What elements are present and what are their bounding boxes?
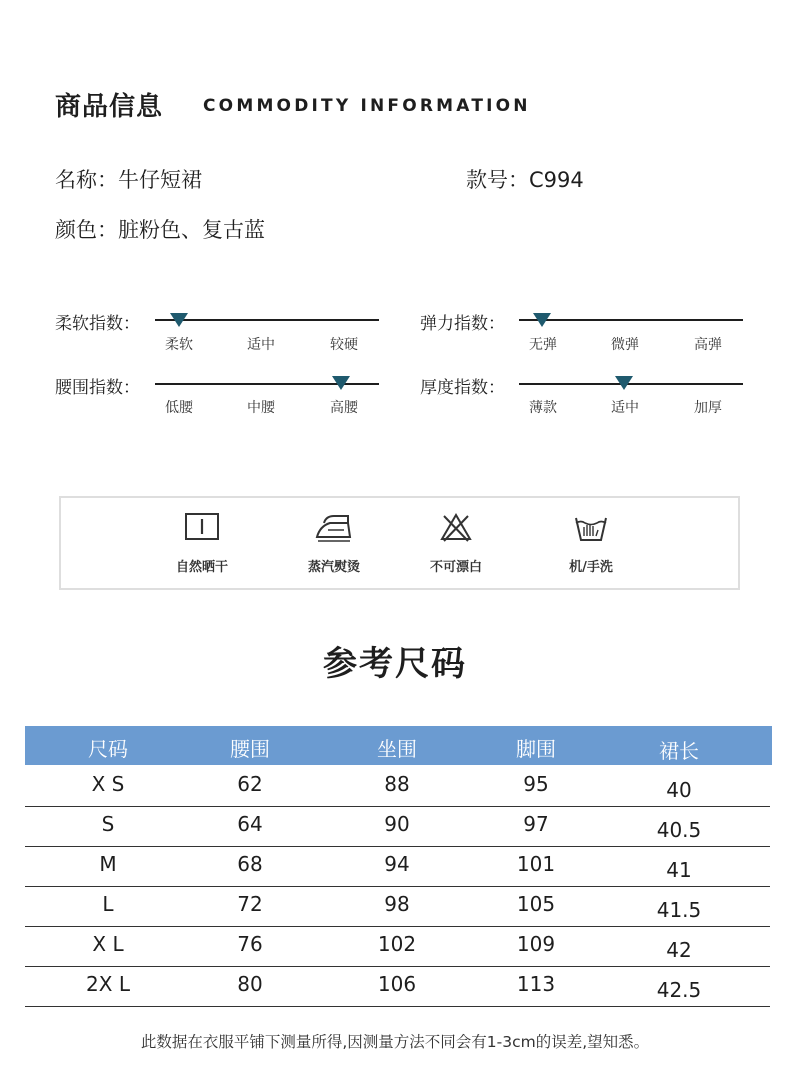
care-item-natural-dry: [147, 510, 257, 575]
indicator-label: 弹力指数：: [420, 314, 505, 334]
indicator-line: [155, 319, 379, 321]
table-row: [25, 886, 770, 927]
table-cell: 41.5: [656, 898, 702, 922]
table-cell: L: [102, 892, 114, 916]
indicator-option: 高腰: [330, 400, 358, 416]
care-label: 不可漂白: [429, 560, 482, 575]
table-row: [25, 846, 770, 887]
table-cell: 40.5: [656, 818, 702, 842]
table-row: [25, 926, 770, 967]
table-cell: 41: [666, 858, 692, 882]
column-header: 坐围: [377, 737, 417, 761]
indicator-label: 厚度指数：: [420, 378, 505, 398]
indicator-option: 低腰: [165, 400, 193, 416]
indicator-marker-icon: [332, 376, 350, 390]
care-label: 自然晒干: [175, 560, 228, 575]
column-header: 腰围: [230, 737, 270, 761]
table-cell: X L: [92, 932, 124, 956]
product-colors: 颜色：脏粉色、复古蓝: [55, 218, 265, 242]
indicator-label: 柔软指数：: [55, 314, 140, 334]
care-label: 机/手洗: [569, 560, 613, 575]
table-cell: 80: [237, 972, 263, 996]
table-cell: 42: [666, 938, 692, 962]
size-table-header: [25, 726, 772, 765]
table-cell: 40: [666, 778, 692, 802]
table-cell: 94: [384, 852, 410, 876]
table-cell: 68: [237, 852, 263, 876]
indicator-option: 无弹: [529, 337, 557, 353]
table-cell: 90: [384, 812, 410, 836]
table-cell: 101: [516, 852, 556, 876]
indicator-option: 加厚: [694, 400, 722, 416]
indicator-label: 腰围指数：: [55, 378, 140, 398]
table-cell: 97: [523, 812, 549, 836]
table-cell: 109: [516, 932, 556, 956]
care-item-no-bleach: [401, 510, 511, 575]
care-label: 蒸汽熨烫: [307, 560, 360, 575]
product-style-number: 款号：C994: [466, 168, 584, 192]
table-row: [25, 806, 770, 847]
machine-hand-wash-icon: [571, 510, 611, 544]
indicator-marker-icon: [533, 313, 551, 327]
section-title-en: COMMODITY INFORMATION: [203, 96, 531, 116]
table-cell: 72: [237, 892, 263, 916]
indicator-option: 高弹: [694, 337, 722, 353]
indicator-option: 柔软: [165, 337, 193, 353]
table-cell: 88: [384, 772, 410, 796]
table-cell: M: [99, 852, 117, 876]
indicator-option: 适中: [247, 337, 275, 353]
table-row: [25, 966, 770, 1007]
natural-dry-icon: [182, 510, 222, 544]
column-header: 尺码: [88, 737, 128, 761]
table-cell: 113: [516, 972, 556, 996]
table-cell: 106: [377, 972, 417, 996]
table-cell: 95: [523, 772, 549, 796]
section-title-cn: 商品信息: [55, 92, 164, 122]
table-cell: 102: [377, 932, 417, 956]
table-cell: 76: [237, 932, 263, 956]
care-item-steam-iron: [279, 510, 389, 575]
measurement-note: 此数据在衣服平铺下测量所得,因测量方法不同会有1-3cm的误差,望知悉。: [140, 1033, 650, 1051]
indicator-line: [519, 319, 743, 321]
indicator-option: 较硬: [330, 337, 358, 353]
indicator-marker-icon: [170, 313, 188, 327]
table-cell: X S: [91, 772, 125, 796]
product-name: 名称：牛仔短裙: [55, 168, 202, 192]
size-chart-title: 参考尺码: [323, 644, 467, 684]
table-row: [25, 766, 770, 807]
table-cell: 2X L: [86, 972, 130, 996]
steam-iron-icon: [314, 510, 354, 544]
table-cell: 64: [237, 812, 263, 836]
care-instructions-box: [59, 496, 740, 590]
indicator-option: 微弹: [611, 337, 639, 353]
table-cell: S: [101, 812, 115, 836]
table-cell: 62: [237, 772, 263, 796]
indicator-option: 中腰: [247, 400, 275, 416]
indicator-option: 薄款: [529, 400, 557, 416]
care-item-machine-hand-wash: [536, 510, 646, 575]
column-header: 裙长: [659, 739, 699, 763]
table-cell: 42.5: [656, 978, 702, 1002]
indicator-marker-icon: [615, 376, 633, 390]
table-cell: 98: [384, 892, 410, 916]
no-bleach-icon: [436, 510, 476, 544]
column-header: 脚围: [516, 737, 556, 761]
table-cell: 105: [516, 892, 556, 916]
indicator-option: 适中: [611, 400, 639, 416]
